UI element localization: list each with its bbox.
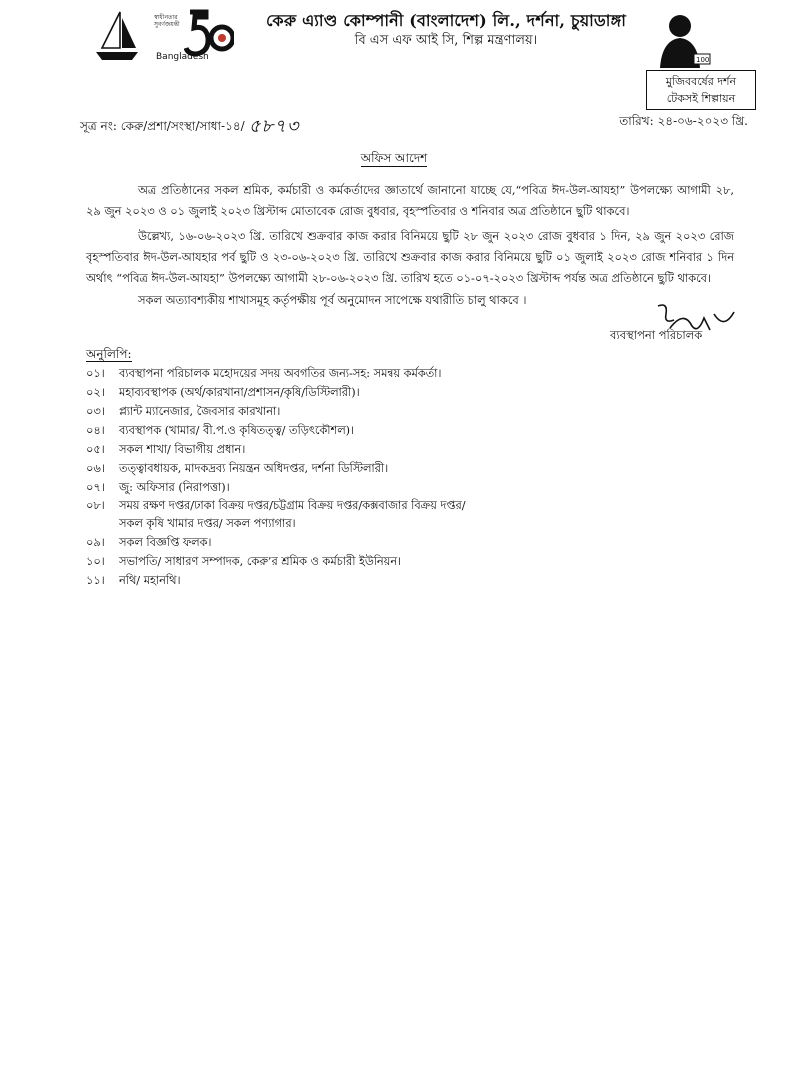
- list-item-text: সভাপতি/ সাধারণ সম্পাদক, কেরু’র শ্রমিক ও কর্মচারী ইউনিয়ন।: [119, 555, 402, 568]
- copies-heading-text: অনুলিপি:: [86, 347, 132, 361]
- ministry-name: বি এস এফ আই সি, শিল্প মন্ত্রণালয়।: [354, 33, 538, 48]
- signatory-title: ব্যবস্থাপনা পরিচালক: [610, 328, 703, 342]
- reference-label: সূত্র নং: কেরু/প্রশা/সংস্থা/সাধা-১৪/: [80, 118, 245, 133]
- order-title-text: অফিস আদেশ: [360, 151, 428, 165]
- mujib-year-box: [646, 70, 756, 110]
- list-item-text: তত্ত্বাবধায়ক, মাদকদ্রব্য নিয়ন্ত্রন অধিদপ্তর, দর্শনা ডিস্টিলারী।: [119, 462, 389, 475]
- list-item-text: জু: অফিসার (নিরাপত্তা)।: [119, 481, 230, 494]
- list-item-text: মহাব্যবস্থাপক (অর্থ/কারখানা/প্রশাসন/কৃষি/ডিস্টিলারী)।: [119, 386, 360, 399]
- mujib-box-line2: টেকসই শিল্পায়ন: [666, 92, 736, 105]
- copies-heading: [86, 346, 132, 366]
- list-item-number: ০৯।: [86, 536, 105, 549]
- mujib-box-line1: মুজিববর্ষের দর্শন: [665, 75, 737, 88]
- handwritten-reference-number: ৫৮৭৩: [248, 116, 300, 137]
- list-item-number: ০৭।: [86, 481, 105, 494]
- list-item-text: সকল শাখা/ বিভাগীয় প্রধান।: [119, 443, 246, 456]
- list-item-number: ০৪।: [86, 424, 105, 437]
- list-item: [86, 364, 726, 383]
- logo-country-text: Bangladesh: [156, 52, 209, 62]
- list-item-text-line1: সময় রক্ষণ দপ্তর/ঢাকা বিক্রয় দপ্তর/চট্টগ্রাম বিক্রয় দপ্তর/কক্সবাজার বিক্রয় দপ্তর/: [119, 499, 466, 512]
- list-item-number: ১০।: [86, 555, 105, 568]
- list-item-number: ০৩।: [86, 405, 105, 418]
- golden-jubilee-logo: [148, 8, 234, 70]
- list-item: [86, 478, 726, 497]
- company-name: কেরু এ্যাণ্ড কোম্পানী (বাংলাদেশ) লি., দর্শনা, চুয়াডাঙ্গা: [265, 11, 627, 30]
- list-item-number: ০৫।: [86, 443, 105, 456]
- list-item: [86, 440, 726, 459]
- list-item-text: প্ল্যান্ট ম্যানেজার, জৈবসার কারখানা।: [119, 405, 281, 418]
- list-item-number: ০৬।: [86, 462, 105, 475]
- company-boat-logo-icon: [92, 10, 142, 62]
- list-item-text-line2: সকল কৃষি খামার দপ্তর/ সকল পণ্যাগার।: [119, 517, 296, 530]
- reference-line: [80, 112, 299, 143]
- list-item-text: ব্যবস্থাপক (খামার/ বী.প.ও কৃষিতত্ত্ব/ তড়িৎকৌশল)।: [119, 424, 355, 437]
- list-item: [86, 402, 726, 421]
- list-item-text: [119, 497, 726, 533]
- order-paragraph-2: উল্লেখ্য, ১৬-০৬-২০২৩ খ্রি. তারিখে শুক্রবার কাজ করার বিনিময়ে ছুটি ২৮ জুন ২০২৩ রোজ বুধবার ১ দিন, ২৯ জুন ২০২৩ রোজ বৃহস্পতিবার ঈদ-উল-আযহার পর্ব ছুটি ও ২৩-০৬-২০২৩ খ্রি. তারিখে শুক্রবার কাজ করার বিনিময়ে ছুটি ০১ জুলাই ২০২৩ রোজ শনিবার ১ দিন অর্থাৎ “পবিত্র ঈদ-উল-আযহা” উপলক্ষ্যে আগামী ২৮-০৬-২০২৩ খ্রি. তারিখ হতে ০১-০৭-২০২৩ খ্রিস্টাব্দ পর্যন্ত অত্র প্রতিষ্ঠানে ছুটি থাকবে।: [86, 229, 734, 285]
- portrait-silhouette-icon: [654, 10, 712, 68]
- list-item-number: ০৮।: [86, 499, 105, 512]
- list-item: [86, 459, 726, 478]
- list-item-number: ১১।: [86, 574, 105, 587]
- list-item: [86, 571, 726, 590]
- copies-list: [86, 364, 726, 590]
- order-date: তারিখ: ২৪-০৬-২০২৩ খ্রি.: [619, 114, 748, 128]
- list-item-number: ০১।: [86, 367, 105, 380]
- list-item-text: ব্যবস্থাপনা পরিচালক মহোদয়ের সদয় অবগতির জন্য-সহ: সমন্বয় কর্মকর্তা।: [119, 367, 442, 380]
- svg-text:100: 100: [696, 56, 710, 64]
- logo-small-text: স্বাধীনতার সুবর্ণজয়ন্তী: [154, 14, 180, 28]
- list-item-text: সকল বিজ্ঞপ্তি ফলক।: [119, 536, 212, 549]
- list-item: [86, 533, 726, 552]
- list-item-number: ০২।: [86, 386, 105, 399]
- list-item-text: নথি/ মহানথি।: [119, 574, 181, 587]
- order-title: [0, 150, 788, 170]
- list-item: [86, 383, 726, 402]
- list-item: [86, 497, 726, 533]
- list-item: [86, 552, 726, 571]
- order-paragraph-3: সকল অত্যাবশ্যকীয় শাখাসমূহ কর্তৃপক্ষীয় পূর্ব অনুমোদন সাপেক্ষে যথারীতি চালু থাকবে ।: [138, 293, 527, 307]
- list-item: [86, 421, 726, 440]
- order-paragraph-1: অত্র প্রতিষ্ঠানের সকল শ্রমিক, কর্মচারী ও কর্মকর্তাদের জ্ঞাতার্থে জানানো যাচ্ছে যে,“পবিত্র ঈদ-উল-আযহা” উপলক্ষ্যে আগামী ২৮, ২৯ জুন ২০২৩ ও ০১ জুলাই ২০২৩ খ্রিস্টাব্দ মোতাবেক রোজ বুধবার, বৃহস্পতিবার ও শনিবার অত্র প্রতিষ্ঠানে ছুটি থাকবে।: [86, 183, 734, 218]
